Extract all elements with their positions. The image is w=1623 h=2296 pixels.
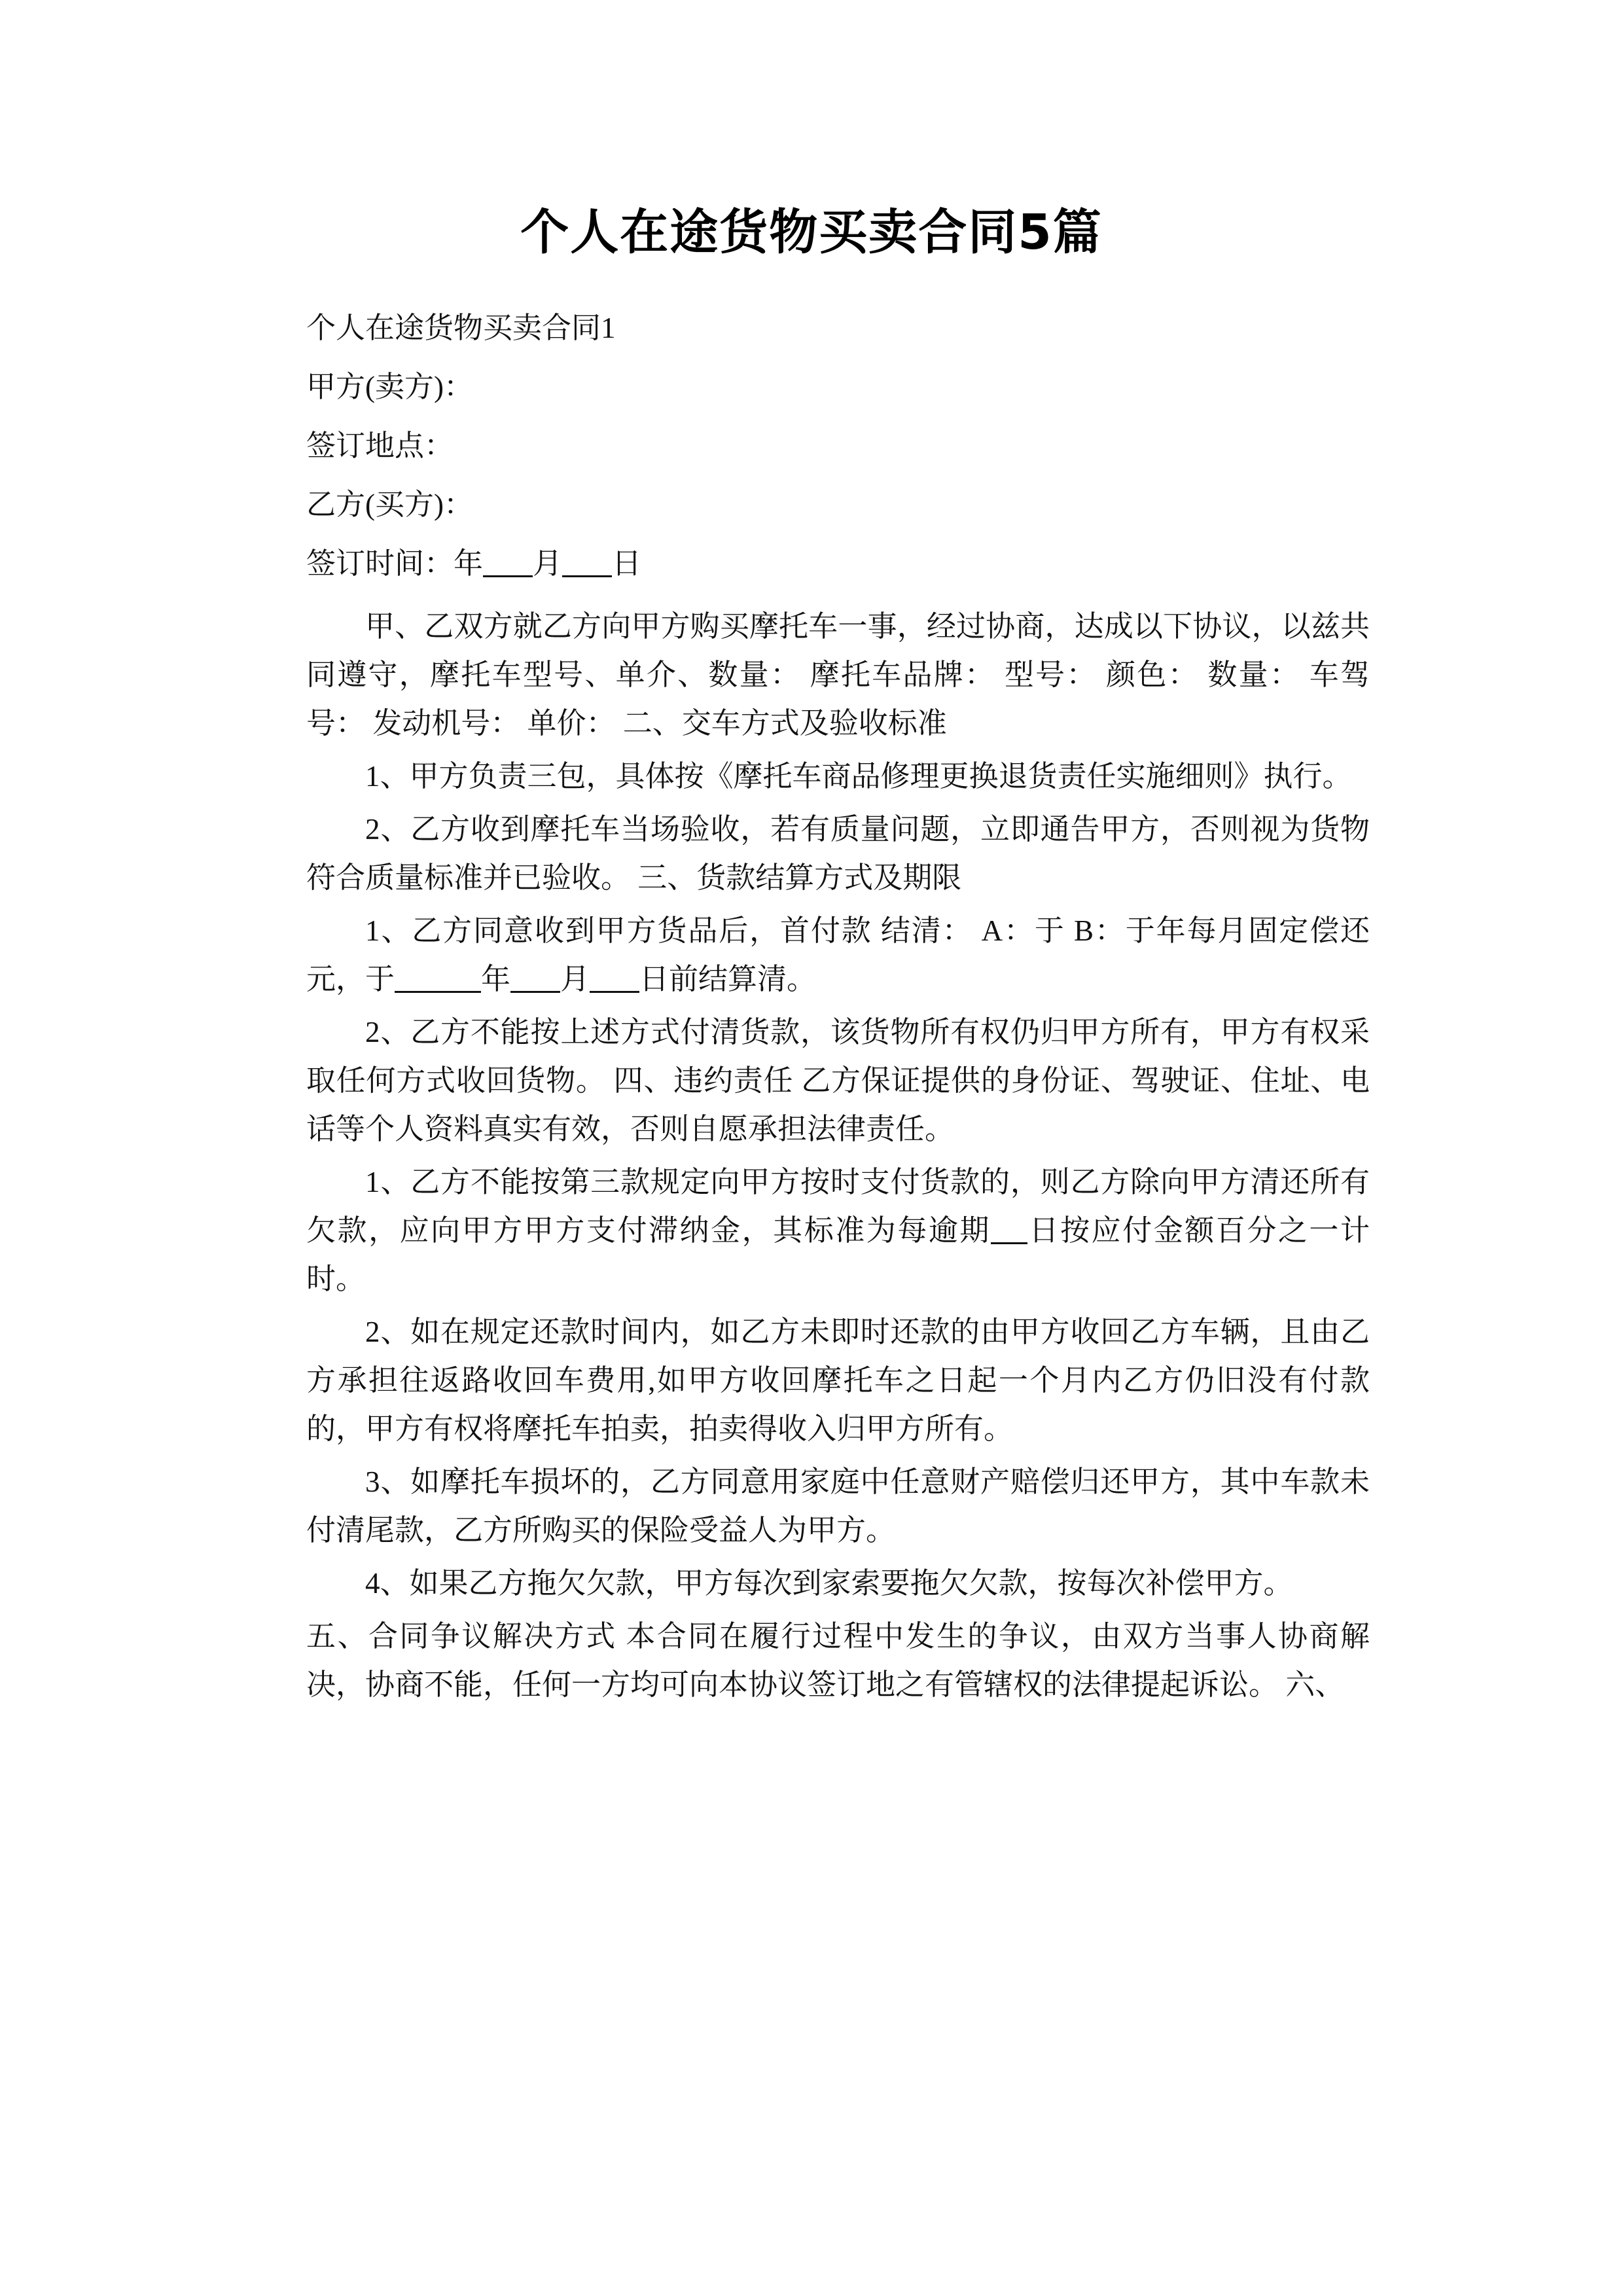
- paragraph-sec5: 五、合同争议解决方式 本合同在履行过程中发生的争议，由双方当事人协商解决，协商不能，任何一方均可向本协议签订地之有管辖权的法律提起诉讼。 六、: [306, 1620, 1370, 1701]
- signing-month-blank: [562, 575, 612, 577]
- sec4-item1-text-b: 日按应付金额百分之一计时。: [306, 1214, 1370, 1295]
- paragraph-sec3-item2: 2、乙方不能按上述方式付清货款，该货物所有权仍归甲方所有，甲方有权采取任何方式收回货物。 四、违约责任 乙方保证提供的身份证、驾驶证、住址、电话等个人资料真实有效，否则自愿承担法律责任。: [306, 1016, 1370, 1145]
- party-b-label: 乙方(买方)：: [306, 488, 473, 521]
- paragraph-sec3-item1: [306, 906, 1370, 1003]
- payment-day-blank: [590, 991, 639, 993]
- sec3-item1-text-a: 1、乙方同意收到甲方货品后，首付款 结清： A：于 B：于年每月固定偿还元，于: [306, 914, 1370, 996]
- paragraph-sec4-item3: 3、如摩托车损坏的，乙方同意用家庭中任意财产赔偿归还甲方，其中车款未付清尾款，乙方所购买的保险受益人为甲方。: [306, 1465, 1370, 1547]
- paragraph-sec4-item4: 4、如果乙方拖欠欠款，甲方每次到家索要拖欠欠款，按每次补偿甲方。: [365, 1567, 1293, 1600]
- signing-time-day: 日: [612, 547, 642, 580]
- sec3-item1-text-c: 月: [560, 963, 590, 996]
- sec3-item1-text-b: 年: [481, 963, 511, 996]
- payment-year-blank: [395, 991, 481, 993]
- signing-year-blank: [483, 575, 533, 577]
- document-body: [306, 308, 1370, 1713]
- signing-place-label: 签订地点：: [306, 429, 454, 462]
- section-heading: 个人在途货物买卖合同1: [306, 312, 616, 344]
- paragraph-sec2-item1: 1、甲方负责三包，具体按《摩托车商品修理更换退货责任实施细则》执行。: [365, 760, 1352, 793]
- page-title: 个人在途货物买卖合同5篇: [520, 204, 1103, 260]
- paragraph-preamble: 甲、乙双方就乙方向甲方购买摩托车一事，经过协商，达成以下协议，以兹共同遵守，摩托车型号、单介、数量： 摩托车品牌： 型号： 颜色： 数量： 车驾号： 发动机号： 单价： 二、交车方式及验收标准: [306, 610, 1370, 740]
- paragraph-sec2-item2: 2、乙方收到摩托车当场验收，若有质量问题，立即通告甲方，否则视为货物符合质量标准并已验收。 三、货款结算方式及期限: [306, 813, 1370, 894]
- party-a-label: 甲方(卖方)：: [306, 370, 473, 403]
- signing-time-line: [306, 543, 1370, 584]
- paragraph-sec4-item2: 2、如在规定还款时间内，如乙方未即时还款的由甲方收回乙方车辆，且由乙方承担往返路收回车费用,如甲方收回摩托车之日起一个月内乙方仍旧没有付款的，甲方有权将摩托车拍卖，拍卖得收入归甲方所有。: [306, 1316, 1370, 1445]
- signing-time-prefix: 签订时间：年: [306, 547, 484, 580]
- overdue-days-blank: [991, 1242, 1027, 1244]
- payment-month-blank: [510, 991, 560, 993]
- sec4-item1-text-a: 1、乙方不能按第三款规定向甲方按时支付货款的，则乙方除向甲方清还所有欠款，应向甲方甲方支付滞纳金，其标准为每逾期: [306, 1166, 1370, 1247]
- sec3-item1-text-d: 日前结算清。: [639, 963, 817, 996]
- signing-time-month: 月: [533, 547, 563, 580]
- paragraph-sec4-item1: [306, 1158, 1370, 1303]
